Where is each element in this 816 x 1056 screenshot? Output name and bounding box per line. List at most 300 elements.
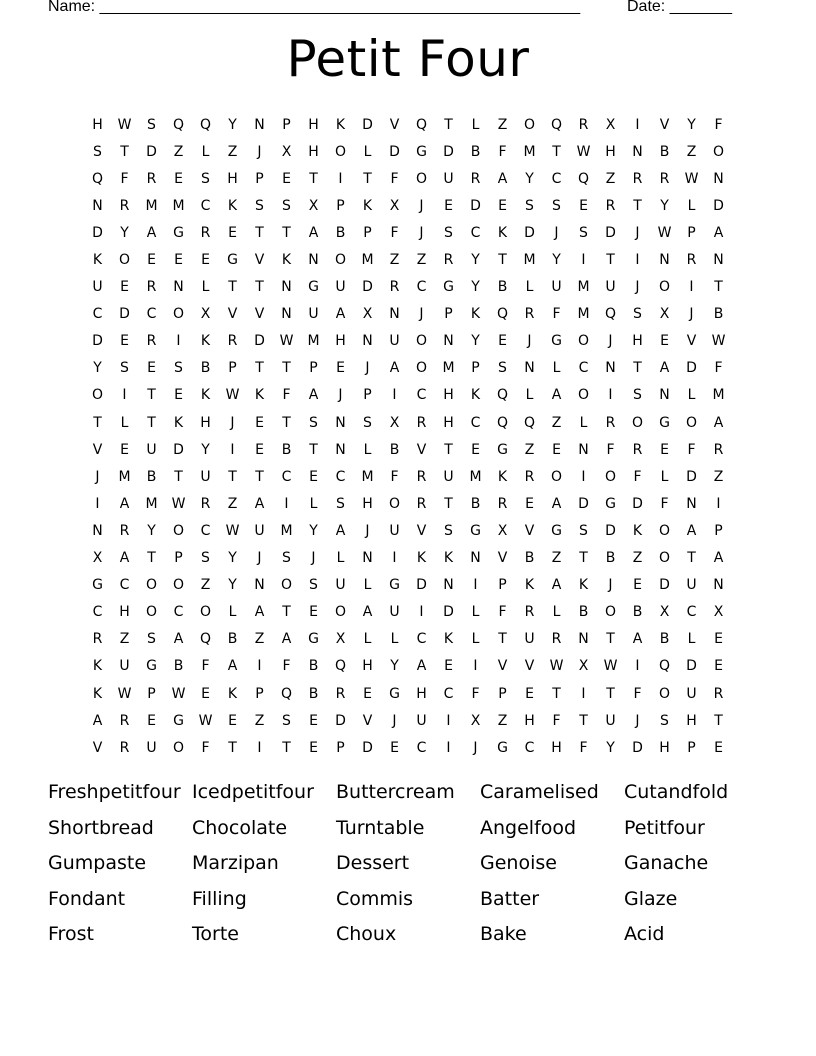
grid-letter: I [176, 333, 181, 350]
grid-letter: T [282, 414, 291, 431]
grid-letter: Y [471, 333, 480, 350]
grid-letter: T [444, 441, 453, 458]
grid-letter: H [92, 116, 103, 133]
grid-letter: F [633, 468, 642, 485]
grid-letter: P [336, 739, 345, 756]
grid-letter: A [632, 631, 643, 648]
grid-letter: T [687, 550, 696, 567]
word-bank-item: Petitfour [624, 816, 705, 839]
grid-letter: D [686, 658, 697, 675]
grid-letter: E [309, 604, 318, 621]
grid-letter: Q [199, 116, 212, 133]
grid-row [84, 192, 732, 219]
grid-letter: O [415, 170, 428, 187]
grid-letter: H [551, 739, 562, 756]
grid-letter: O [523, 116, 536, 133]
grid-letter: L [525, 387, 534, 404]
grid-letter: U [443, 468, 454, 485]
grid-letter: U [335, 577, 346, 594]
grid-letter: L [336, 550, 345, 567]
grid-letter: S [633, 387, 642, 404]
grid-letter: E [147, 712, 156, 729]
grid-letter: E [714, 631, 723, 648]
grid-letter: N [92, 522, 103, 539]
grid-letter: V [92, 739, 103, 756]
grid-letter: W [117, 685, 132, 702]
grid-letter: Y [687, 116, 696, 133]
grid-letter: R [119, 712, 130, 729]
grid-letter: E [363, 685, 372, 702]
grid-row [84, 490, 732, 517]
grid-letter: O [118, 252, 131, 269]
grid-letter: T [282, 604, 291, 621]
grid-letter: A [308, 224, 319, 241]
grid-letter: X [335, 631, 346, 648]
grid-letter: R [713, 441, 724, 458]
grid-letter: R [119, 522, 130, 539]
grid-letter: R [524, 306, 535, 323]
word-bank-item: Batter [480, 887, 540, 910]
word-bank-item: Angelfood [480, 816, 577, 839]
grid-letter: N [443, 333, 454, 350]
grid-letter: D [119, 306, 130, 323]
grid-letter: K [281, 252, 292, 269]
grid-letter: C [200, 522, 211, 539]
grid-letter: G [308, 631, 319, 648]
grid-row [84, 382, 732, 409]
grid-letter: W [117, 116, 132, 133]
grid-letter: T [633, 197, 642, 214]
grid-letter: O [172, 577, 185, 594]
grid-letter: V [389, 116, 400, 133]
grid-letter: R [659, 170, 670, 187]
grid-letter: A [308, 387, 319, 404]
grid-letter: X [659, 306, 670, 323]
grid-letter: C [119, 577, 130, 594]
grid-letter: N [335, 441, 346, 458]
grid-letter: I [635, 252, 640, 269]
grid-row [84, 274, 732, 301]
grid-letter: X [362, 306, 373, 323]
grid-letter: L [120, 414, 129, 431]
grid-letter: Q [415, 116, 428, 133]
grid-letter: D [416, 577, 427, 594]
grid-letter: Z [551, 550, 562, 567]
grid-letter: O [604, 468, 617, 485]
grid-letter: A [713, 224, 724, 241]
word-bank-item: Gumpaste [48, 852, 147, 875]
grid-letter: G [605, 495, 616, 512]
grid-letter: I [230, 441, 235, 458]
grid-letter: E [498, 197, 507, 214]
grid-letter: J [257, 550, 262, 567]
grid-row [84, 463, 732, 490]
grid-letter: P [498, 577, 507, 594]
grid-letter: S [120, 360, 129, 377]
grid-letter: P [714, 522, 723, 539]
grid-letter: L [201, 279, 210, 296]
grid-letter: F [390, 224, 399, 241]
grid-letter: Q [280, 685, 293, 702]
grid-letter: K [92, 252, 103, 269]
grid-letter: W [198, 712, 213, 729]
grid-letter: S [498, 360, 507, 377]
grid-letter: M [145, 495, 158, 512]
grid-letter: E [201, 685, 210, 702]
grid-letter: B [389, 441, 400, 458]
grid-letter: X [605, 116, 616, 133]
word-bank-item: Frost [48, 923, 94, 946]
grid-letter: Z [389, 252, 400, 269]
grid-letter: N [470, 550, 481, 567]
grid-letter: I [635, 658, 640, 675]
grid-letter: Y [309, 522, 318, 539]
grid-letter: W [225, 387, 240, 404]
grid-letter: E [147, 360, 156, 377]
grid-letter: H [308, 116, 319, 133]
grid-letter: D [389, 143, 400, 160]
grid-letter: A [416, 658, 427, 675]
grid-letter: W [657, 224, 672, 241]
grid-letter: N [524, 360, 535, 377]
word-bank-item: Genoise [480, 852, 557, 875]
word-bank-row [48, 811, 768, 847]
word-bank-item: Torte [192, 923, 239, 946]
grid-letter: N [443, 577, 454, 594]
grid-letter: M [172, 197, 185, 214]
grid-letter: P [309, 360, 318, 377]
grid-letter: E [309, 712, 318, 729]
grid-letter: T [552, 685, 561, 702]
grid-letter: T [309, 441, 318, 458]
grid-row [84, 219, 732, 246]
grid-letter: F [660, 495, 669, 512]
grid-letter: Z [227, 495, 238, 512]
grid-letter: D [632, 495, 643, 512]
grid-letter: T [714, 712, 723, 729]
grid-letter: K [92, 658, 103, 675]
grid-letter: R [578, 116, 589, 133]
grid-letter: R [200, 495, 211, 512]
grid-letter: D [686, 360, 697, 377]
grid-letter: L [363, 441, 372, 458]
grid-letter: T [444, 495, 453, 512]
word-bank-item: Commis [336, 887, 414, 910]
word-bank-item: Bake [480, 923, 527, 946]
grid-letter: P [363, 387, 372, 404]
grid-letter: A [497, 170, 508, 187]
grid-letter: W [549, 658, 564, 675]
grid-letter: T [444, 116, 453, 133]
grid-letter: C [578, 360, 589, 377]
grid-letter: O [172, 522, 185, 539]
grid-letter: O [415, 333, 428, 350]
grid-letter: R [470, 170, 481, 187]
word-bank-item: Filling [192, 887, 247, 910]
grid-letter: D [335, 712, 346, 729]
grid-letter: P [687, 224, 696, 241]
grid-letter: T [255, 468, 264, 485]
word-bank-item: Marzipan [192, 852, 279, 875]
grid-letter: S [579, 522, 588, 539]
grid-letter: S [633, 306, 642, 323]
grid-row [84, 517, 732, 544]
grid-letter: E [714, 739, 723, 756]
grid-letter: J [554, 224, 559, 241]
grid-letter: M [712, 387, 725, 404]
grid-letter: E [201, 252, 210, 269]
grid-letter: S [444, 522, 453, 539]
grid-letter: I [257, 739, 262, 756]
grid-row [84, 572, 732, 599]
grid-letter: P [255, 685, 264, 702]
grid-letter: G [389, 577, 400, 594]
word-bank-item: Chocolate [192, 816, 288, 839]
grid-letter: O [280, 577, 293, 594]
grid-letter: I [581, 468, 586, 485]
grid-letter: N [713, 577, 724, 594]
grid-letter: U [308, 306, 319, 323]
grid-letter: W [603, 658, 618, 675]
grid-letter: J [689, 306, 694, 323]
grid-letter: A [335, 522, 346, 539]
grid-letter: D [254, 333, 265, 350]
grid-letter: U [443, 170, 454, 187]
grid-letter: P [336, 197, 345, 214]
grid-letter: C [146, 306, 157, 323]
grid-letter: F [120, 170, 129, 187]
grid-letter: Q [496, 306, 509, 323]
grid-letter: U [605, 279, 616, 296]
grid-letter: R [524, 604, 535, 621]
grid-letter: N [389, 306, 400, 323]
grid-letter: T [579, 712, 588, 729]
grid-letter: T [282, 739, 291, 756]
grid-letter: U [524, 631, 535, 648]
grid-letter: U [389, 604, 400, 621]
grid-letter: A [119, 550, 130, 567]
grid-letter: U [551, 279, 562, 296]
grid-letter: X [713, 604, 724, 621]
grid-letter: I [284, 495, 289, 512]
grid-letter: T [228, 468, 237, 485]
grid-letter: R [497, 495, 508, 512]
grid-letter: B [308, 685, 319, 702]
grid-letter: K [227, 197, 238, 214]
grid-letter: R [713, 685, 724, 702]
grid-letter: T [309, 170, 318, 187]
grid-letter: O [145, 577, 158, 594]
grid-letter: G [227, 252, 238, 269]
grid-row [84, 599, 732, 626]
grid-letter: E [525, 495, 534, 512]
grid-letter: T [282, 224, 291, 241]
grid-letter: Q [577, 170, 590, 187]
grid-letter: O [145, 604, 158, 621]
word-bank-row [48, 917, 768, 953]
grid-letter: B [200, 360, 211, 377]
grid-letter: J [419, 224, 424, 241]
grid-letter: H [416, 685, 427, 702]
grid-letter: C [686, 604, 697, 621]
grid-letter: D [605, 224, 616, 241]
grid-letter: K [92, 685, 103, 702]
grid-letter: E [228, 224, 237, 241]
grid-letter: S [309, 414, 318, 431]
letter-grid [84, 111, 732, 761]
grid-letter: N [254, 577, 265, 594]
grid-letter: T [552, 143, 561, 160]
grid-letter: Y [228, 550, 237, 567]
word-bank-item: Fondant [48, 887, 126, 910]
grid-letter: F [552, 306, 561, 323]
word-bank-item: Acid [624, 923, 665, 946]
grid-letter: K [497, 224, 508, 241]
grid-letter: V [524, 522, 535, 539]
grid-letter: H [227, 170, 238, 187]
grid-letter: E [579, 197, 588, 214]
grid-letter: D [443, 604, 454, 621]
grid-letter: M [361, 468, 374, 485]
grid-letter: M [523, 143, 536, 160]
grid-letter: E [282, 170, 291, 187]
grid-letter: E [471, 441, 480, 458]
grid-letter: Z [254, 712, 265, 729]
grid-letter: U [686, 577, 697, 594]
grid-letter: L [660, 468, 669, 485]
grid-letter: E [255, 441, 264, 458]
grid-letter: J [473, 739, 478, 756]
grid-letter: A [551, 495, 562, 512]
grid-letter: R [146, 279, 157, 296]
grid-letter: S [660, 712, 669, 729]
grid-letter: U [389, 333, 400, 350]
grid-letter: I [446, 739, 451, 756]
grid-letter: O [334, 143, 347, 160]
grid-letter: F [498, 604, 507, 621]
grid-letter: G [497, 739, 508, 756]
grid-letter: N [659, 252, 670, 269]
grid-letter: O [334, 604, 347, 621]
grid-letter: V [254, 252, 265, 269]
grid-letter: E [525, 685, 534, 702]
grid-letter: Y [93, 360, 102, 377]
grid-letter: L [471, 116, 480, 133]
grid-letter: S [309, 577, 318, 594]
grid-letter: T [579, 550, 588, 567]
grid-letter: C [470, 224, 481, 241]
grid-letter: E [120, 333, 129, 350]
grid-letter: P [282, 116, 291, 133]
grid-letter: Y [228, 116, 237, 133]
grid-letter: E [633, 577, 642, 594]
grid-letter: H [605, 143, 616, 160]
grid-letter: S [336, 495, 345, 512]
grid-letter: S [525, 197, 534, 214]
grid-letter: T [606, 685, 615, 702]
grid-letter: R [119, 739, 130, 756]
grid-letter: G [92, 577, 103, 594]
grid-letter: C [92, 604, 103, 621]
word-bank-row [48, 775, 768, 811]
grid-letter: I [716, 495, 721, 512]
grid-letter: X [389, 414, 400, 431]
grid-row [84, 246, 732, 273]
grid-letter: W [225, 522, 240, 539]
grid-letter: Y [660, 197, 669, 214]
grid-letter: A [281, 631, 292, 648]
grid-letter: Z [605, 170, 616, 187]
grid-letter: D [146, 143, 157, 160]
grid-letter: A [254, 604, 265, 621]
grid-letter: M [118, 468, 131, 485]
grid-letter: G [389, 685, 400, 702]
grid-letter: C [551, 170, 562, 187]
grid-letter: D [362, 116, 373, 133]
grid-row [84, 653, 732, 680]
grid-letter: C [416, 631, 427, 648]
grid-letter: T [282, 360, 291, 377]
page-title: Petit Four [286, 30, 530, 88]
grid-letter: C [524, 739, 535, 756]
grid-letter: J [338, 387, 343, 404]
grid-letter: R [632, 441, 643, 458]
word-bank-item: Turntable [336, 816, 425, 839]
grid-letter: T [255, 360, 264, 377]
grid-letter: Q [523, 414, 536, 431]
grid-letter: N [362, 550, 373, 567]
grid-letter: C [92, 306, 103, 323]
grid-letter: I [95, 495, 100, 512]
word-bank-item: Icedpetitfour [192, 781, 314, 803]
grid-letter: B [470, 495, 481, 512]
grid-letter: Y [147, 522, 156, 539]
grid-letter: A [551, 577, 562, 594]
grid-letter: P [498, 685, 507, 702]
grid-letter: N [362, 333, 373, 350]
grid-letter: K [632, 522, 643, 539]
grid-letter: G [470, 522, 481, 539]
grid-letter: X [497, 522, 508, 539]
grid-letter: N [335, 414, 346, 431]
grid-letter: Z [173, 143, 184, 160]
grid-letter: Y [228, 577, 237, 594]
grid-letter: I [473, 658, 478, 675]
grid-letter: N [578, 631, 589, 648]
grid-letter: F [633, 685, 642, 702]
grid-letter: C [416, 387, 427, 404]
grid-letter: R [146, 333, 157, 350]
grid-letter: H [362, 495, 373, 512]
grid-letter: D [443, 143, 454, 160]
grid-letter: J [419, 306, 424, 323]
grid-letter: O [577, 333, 590, 350]
grid-letter: P [363, 224, 372, 241]
grid-letter: I [122, 387, 127, 404]
grid-letter: I [392, 387, 397, 404]
grid-letter: G [551, 333, 562, 350]
grid-letter: I [473, 577, 478, 594]
grid-letter: E [498, 333, 507, 350]
grid-letter: J [527, 333, 532, 350]
grid-letter: Q [334, 658, 347, 675]
grid-letter: X [578, 658, 589, 675]
grid-letter: R [416, 468, 427, 485]
grid-letter: H [686, 712, 697, 729]
grid-letter: I [689, 279, 694, 296]
grid-letter: M [469, 468, 482, 485]
grid-letter: H [308, 143, 319, 160]
